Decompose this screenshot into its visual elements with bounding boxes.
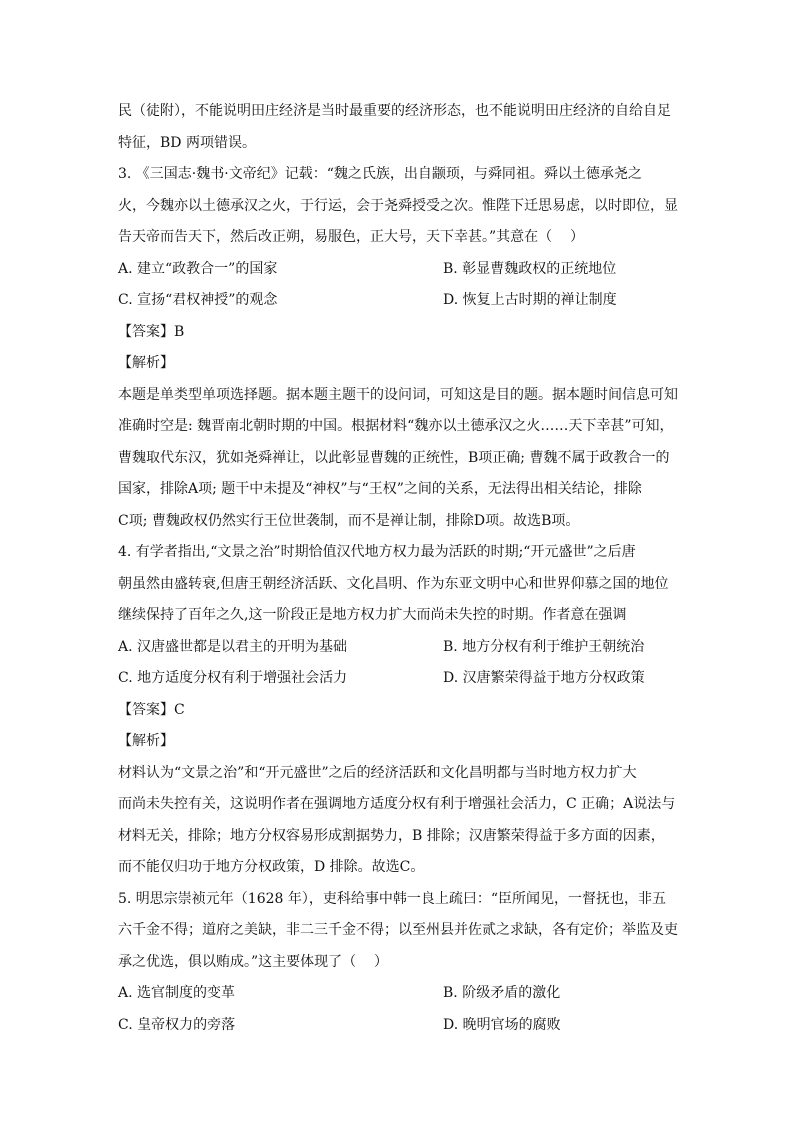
question-stem-line: 3. 《三国志·魏书·文帝纪》记载：“魏之氏族，出自颛顼，与舜同祖。舜以土德承尧之 xyxy=(118,166,642,182)
page-content xyxy=(118,96,678,1041)
option-c: C. 宣扬“君权神授”的观念 xyxy=(118,292,278,308)
text-line: 民（徒附），不能说明田庄经济是当时最重要的经济形态，也不能说明田庄经济的自给自足 xyxy=(118,103,671,119)
options-grid xyxy=(118,978,678,1041)
option-a: A. 汉唐盛世都是以君主的开明为基础 xyxy=(118,638,348,655)
option-c: C. 皇帝权力的旁落 xyxy=(118,1016,236,1033)
options-grid xyxy=(118,632,678,695)
option-a: A. 建立“政教合一”的国家 xyxy=(118,260,278,277)
question-4 xyxy=(118,537,678,884)
option-d: D. 晚明官场的腐败 xyxy=(443,1016,561,1033)
text-line: 特征，BD 两项错误。 xyxy=(118,134,256,151)
option-d: D. 恢复上古时期的禅让制度 xyxy=(443,292,617,308)
analysis-line: 国家，排除A项; 题干中未提及“神权”与“王权”之间的关系，无法得出相关结论，排除 xyxy=(118,481,642,497)
question-stem-line: 六千金不得；道府之美缺，非二三千金不得；以至州县并佐贰之求缺，各有定价；举监及吏 xyxy=(118,922,678,938)
analysis-line: 材料无关，排除；地方分权容易形成割据势力，B 排除；汉唐繁荣得益于多方面的因素， xyxy=(118,827,665,844)
question-5 xyxy=(118,884,678,1042)
option-c: C. 地方适度分权有利于增强社会活力 xyxy=(118,670,348,686)
option-b: B. 阶级矛盾的激化 xyxy=(443,985,561,1001)
analysis-line: C项; 曹魏政权仍然实行王位世袭制，而不是禅让制，排除D项。故选B项。 xyxy=(118,512,580,529)
analysis-label: 【解析】 xyxy=(118,355,174,371)
answer-label: 【答案】B xyxy=(118,323,185,340)
previous-analysis-continuation xyxy=(118,96,678,159)
analysis-label: 【解析】 xyxy=(118,733,174,749)
analysis-line: 本题是单类型单项选择题。据本题主题干的设问词，可知这是目的题。据本题时间信息可知 xyxy=(118,386,678,403)
analysis-line: 曹魏取代东汉，犹如尧舜禅让，以此彰显曹魏的正统性，B项正确; 曹魏不属于政教合一的 xyxy=(118,449,670,466)
option-a: A. 选官制度的变革 xyxy=(118,985,236,1001)
analysis-line: 而尚未失控有关，这说明作者在强调地方适度分权有利于增强社会活力，C 正确；A说法与 xyxy=(118,796,676,812)
question-stem-line: 5. 明思宗崇祯元年（1628 年），吏科给事中韩一良上疏曰：“臣所闻见，一督抚也，非五 xyxy=(118,890,667,907)
question-stem-line: 朝虽然由盛转衰,但唐王朝经济活跃、文化昌明、作为东亚文明中心和世界仰慕之国的地位 xyxy=(118,575,669,592)
options-grid xyxy=(118,254,678,317)
answer-label: 【答案】C xyxy=(118,701,185,718)
question-stem-line: 4. 有学者指出,“文景之治”时期恰值汉代地方权力最为活跃的时期;“开元盛世”之后唐 xyxy=(118,544,636,560)
option-b: B. 彰显曹魏政权的正统地位 xyxy=(443,260,617,277)
analysis-line: 材料认为“文景之治”和“开元盛世”之后的经济活跃和文化昌明都与当时地方权力扩大 xyxy=(118,764,637,781)
question-stem-line: 火，今魏亦以土德承汉之火，于行运，会于尧舜授受之次。惟陛下迁思易虑，以时即位，显 xyxy=(118,197,678,214)
question-3 xyxy=(118,159,678,537)
analysis-line: 准确时空是: 魏晋南北朝时期的中国。根据材料“魏亦以土德承汉之火……天下幸甚”可知， xyxy=(118,418,674,434)
option-b: B. 地方分权有利于维护王朝统治 xyxy=(443,638,645,655)
option-d: D. 汉唐繁荣得益于地方分权政策 xyxy=(443,670,645,686)
analysis-line: 而不能仅归功于地方分权政策，D 排除。故选C。 xyxy=(118,859,425,875)
question-stem-line: 告天帝而告天下，然后改正朔，易服色，正大号，天下幸甚。”其意在（ ） xyxy=(118,229,584,245)
question-stem-line: 承之优选，俱以贿成。”这主要体现了（ ） xyxy=(118,953,388,970)
question-stem-line: 继续保持了百年之久,这一阶段正是地方权力扩大而尚未失控的时期。作者意在强调 xyxy=(118,607,627,623)
